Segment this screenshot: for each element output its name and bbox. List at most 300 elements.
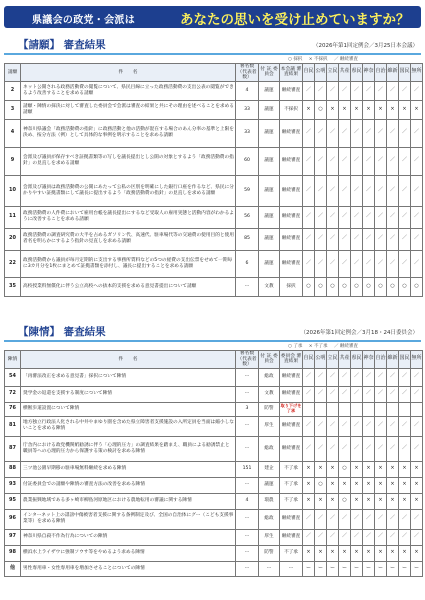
petitions-table (4, 63, 423, 297)
vote-cell: ／ (339, 529, 351, 545)
vote-cell: ／ (351, 529, 363, 545)
vote-cell: ／ (399, 147, 411, 175)
vote-cell: ／ (303, 147, 315, 175)
vote-cell: ／ (399, 416, 411, 436)
party-header: 維新 (387, 351, 399, 369)
vote-cell: ／ (351, 175, 363, 206)
vote-cell: ／ (375, 228, 387, 250)
vote-cell: ／ (363, 509, 375, 529)
vote-cell: ／ (327, 81, 339, 100)
petitions-body (5, 81, 423, 296)
row-signatures: 33 (236, 119, 259, 147)
row-number: 88 (5, 461, 21, 477)
vote-cell (351, 402, 363, 416)
vote-cell: ／ (363, 529, 375, 545)
row-number: 11 (5, 206, 21, 228)
banner-small-text: 県議会の政党・会派は (32, 15, 135, 26)
row-number: 72 (5, 386, 21, 402)
vote-cell: ／ (303, 119, 315, 147)
row-number: 35 (5, 277, 21, 296)
table-row (5, 402, 423, 416)
table-row (5, 228, 423, 250)
vote-cell: × (351, 461, 363, 477)
vote-cell: × (315, 493, 327, 509)
vote-cell: ー (351, 561, 363, 576)
vote-cell: ／ (339, 368, 351, 386)
row-result: 継続審査 (280, 228, 303, 250)
vote-cell: ／ (399, 509, 411, 529)
vote-cell: ／ (339, 206, 351, 228)
vote-cell: × (363, 461, 375, 477)
petitions-subtitle: （2026年第1回定例会／3月25日本会議） (313, 43, 418, 49)
vote-cell: ／ (387, 250, 399, 277)
row-result: 継続審査 (280, 175, 303, 206)
vote-cell: ー (399, 561, 411, 576)
party-header: 自治 (375, 351, 387, 369)
petitions-title: 【請願】 審査結果 (18, 39, 106, 51)
row-result: 継続審査 (280, 529, 303, 545)
party-header: 立民 (327, 64, 339, 82)
row-signatures: 60 (236, 147, 259, 175)
vote-cell: ／ (303, 436, 315, 461)
vote-cell: ／ (315, 436, 327, 461)
vote-cell: ／ (339, 119, 351, 147)
row-result: 継続審査 (280, 368, 303, 386)
vote-cell: ／ (339, 416, 351, 436)
vote-cell: ○ (387, 277, 399, 296)
row-signatures: ー (236, 368, 259, 386)
table-row (5, 509, 423, 529)
vote-cell: ／ (375, 250, 387, 277)
requests-table (4, 350, 423, 577)
row-title: 会派及び議員が保存すべき証拠書類等の写しを議長提出とし公開の対象とするよう「政務活動費の指針」の見直しを求める請願 (21, 147, 236, 175)
row-result: 不了承 (280, 545, 303, 561)
row-committee: 議運 (259, 81, 280, 100)
vote-cell: ー (387, 561, 399, 576)
vote-cell (339, 402, 351, 416)
row-number: 4 (5, 119, 21, 147)
row-title: 付託委員会での請願や陳情の審査方法の改善を求める陳情 (21, 477, 236, 493)
vote-cell: × (399, 545, 411, 561)
row-committee: 建企 (259, 461, 280, 477)
vote-cell: ／ (375, 206, 387, 228)
vote-cell: ／ (351, 509, 363, 529)
vote-cell: × (303, 100, 315, 119)
vote-cell: ／ (387, 368, 399, 386)
row-committee: 議運 (259, 228, 280, 250)
col-no: 陳情 (5, 351, 21, 369)
vote-cell: ／ (387, 119, 399, 147)
vote-cell: ／ (339, 228, 351, 250)
row-number: 76 (5, 402, 21, 416)
row-result: 継続審査 (280, 416, 303, 436)
row-number: 81 (5, 416, 21, 436)
row-committee: 総政 (259, 509, 280, 529)
petitions-header (4, 37, 421, 55)
row-committee: 厚生 (259, 416, 280, 436)
vote-cell: ○ (315, 100, 327, 119)
party-header: 自民 (303, 351, 315, 369)
col-result: 本会議 審査結果 (280, 64, 303, 82)
row-number: 10 (5, 175, 21, 206)
vote-cell: ○ (339, 277, 351, 296)
vote-cell: ／ (387, 175, 399, 206)
vote-cell (303, 402, 315, 416)
vote-cell: ／ (315, 416, 327, 436)
table-row (5, 175, 423, 206)
row-signatures: 59 (236, 175, 259, 206)
vote-cell: ／ (363, 119, 375, 147)
vote-cell: ー (375, 561, 387, 576)
table-row (5, 561, 423, 576)
vote-cell: ／ (315, 250, 327, 277)
row-signatures: 3 (236, 402, 259, 416)
vote-cell: ／ (327, 119, 339, 147)
vote-cell: ／ (399, 206, 411, 228)
vote-cell: ／ (339, 386, 351, 402)
vote-cell: ー (411, 561, 423, 576)
vote-cell: ／ (411, 175, 423, 206)
party-header: 無所 (411, 351, 423, 369)
vote-cell: ／ (315, 119, 327, 147)
vote-cell: ○ (363, 277, 375, 296)
row-title: 政務活動費の調査研究費の大半を占めるガソリン代、高速代、駐車場代等の交通費の使用目的と使用者名を明らかにするよう指針の見直しを求める請願 (21, 228, 236, 250)
row-result: 不採択 (280, 100, 303, 119)
row-number: 93 (5, 477, 21, 493)
row-number: 2 (5, 81, 21, 100)
vote-cell: ／ (375, 416, 387, 436)
vote-cell: ー (339, 561, 351, 576)
vote-cell: ／ (327, 416, 339, 436)
row-title: 神奈川県自殺不作為行為についての陳情 (21, 529, 236, 545)
row-signatures: ー (236, 545, 259, 561)
vote-cell: ／ (315, 386, 327, 402)
col-sig: 署名数（代表者数） (237, 64, 257, 80)
vote-cell: × (387, 477, 399, 493)
col-no: 請願 (5, 64, 21, 82)
vote-cell: ／ (363, 147, 375, 175)
row-number: 20 (5, 228, 21, 250)
row-signatures: ー (236, 386, 259, 402)
vote-cell: × (351, 545, 363, 561)
party-header: 公明 (315, 64, 327, 82)
requests-header (4, 324, 421, 342)
table-row (5, 81, 423, 100)
row-title: 神奈川県議会「政務活動費の指針」に政務活動と他の活動が混在する場合のあん分率の基準と上限を決め、按分方法（例）として具体的な事例を明示することを求める請願 (21, 119, 236, 147)
vote-cell: ／ (303, 206, 315, 228)
row-committee: 防警 (259, 402, 280, 416)
row-title: 会派及び議員は政務活動費の公開にあたって公私の区別を明確にした銀行口座を作るなど、県民に分かりやすい証拠書類にして議長に提出するよう「政務活動費の指針」の見直しを求める請願 (21, 175, 236, 206)
vote-cell: ／ (387, 386, 399, 402)
row-committee: 議運 (259, 477, 280, 493)
vote-cell: ／ (339, 436, 351, 461)
row-title: 請願・陳情の採決に対して審査した委員会で会派は審査の結果と共にその理由を述べることを求める請願 (21, 100, 236, 119)
vote-cell: × (303, 461, 315, 477)
vote-cell: ○ (339, 493, 351, 509)
row-number: 22 (5, 250, 21, 277)
row-number: 3 (5, 100, 21, 119)
vote-cell (327, 402, 339, 416)
vote-cell: ／ (399, 250, 411, 277)
vote-cell: ○ (375, 277, 387, 296)
table-row (5, 529, 423, 545)
vote-cell: ／ (399, 175, 411, 206)
vote-cell: ／ (363, 416, 375, 436)
vote-cell: × (327, 100, 339, 119)
banner-large-text: あなたの思いを受け止めていますか？ (180, 12, 410, 28)
vote-cell: ／ (411, 250, 423, 277)
table-row (5, 436, 423, 461)
row-committee: 議運 (259, 175, 280, 206)
vote-cell: × (315, 461, 327, 477)
party-header: 国民 (399, 351, 411, 369)
party-header: 県民 (351, 351, 363, 369)
col-name: 件 名 (21, 351, 236, 369)
vote-cell: × (387, 493, 399, 509)
row-committee: 総政 (259, 368, 280, 386)
row-result: 不了承 (280, 477, 303, 493)
vote-cell: ／ (375, 509, 387, 529)
vote-cell: × (363, 493, 375, 509)
row-result: 継続審査 (280, 436, 303, 461)
table-row (5, 368, 423, 386)
vote-cell: ／ (363, 175, 375, 206)
vote-cell: × (363, 100, 375, 119)
vote-cell: ／ (411, 81, 423, 100)
row-signatures: 85 (236, 228, 259, 250)
vote-cell: × (351, 100, 363, 119)
party-header: 神奈 (363, 351, 375, 369)
row-title: 横浜水上ライザウに強制ソウサ等をやめるよう求める陳情 (21, 545, 236, 561)
party-header: 国民 (399, 64, 411, 82)
vote-cell: ／ (375, 529, 387, 545)
vote-cell (315, 402, 327, 416)
vote-cell: ／ (351, 368, 363, 386)
vote-cell: × (387, 100, 399, 119)
vote-cell: × (303, 477, 315, 493)
row-signatures: 56 (236, 206, 259, 228)
vote-cell: × (315, 545, 327, 561)
row-committee: 議運 (259, 100, 280, 119)
vote-cell: ／ (411, 147, 423, 175)
row-result: 継続審査 (280, 386, 303, 402)
vote-cell: ／ (315, 206, 327, 228)
requests-legend (288, 343, 363, 349)
row-signatures: ー (236, 436, 259, 461)
vote-cell: ／ (303, 175, 315, 206)
row-number: 87 (5, 436, 21, 461)
row-result: 継続審査 (280, 119, 303, 147)
row-number: 97 (5, 529, 21, 545)
row-title: 高校授業料無償化に伴う公立高校への抜本的支援を求める意見書提出について請願 (21, 277, 236, 296)
row-title: 地方独立行政法人化される中井やまゆり園を含めた県立障害者支援施設の入所定員を当面は縮小しないことを求める陳情 (21, 416, 236, 436)
vote-cell: × (411, 100, 423, 119)
vote-cell: ／ (303, 529, 315, 545)
vote-cell: ／ (327, 175, 339, 206)
vote-cell: ○ (339, 461, 351, 477)
row-committee: ー (259, 561, 280, 576)
vote-cell: ／ (315, 228, 327, 250)
party-header: 公明 (315, 351, 327, 369)
party-header: 維新 (387, 64, 399, 82)
vote-cell: ／ (387, 529, 399, 545)
vote-cell: ／ (411, 119, 423, 147)
col-committee: 付 託 委員会 (259, 351, 280, 369)
vote-cell (363, 402, 375, 416)
row-committee: 議運 (259, 250, 280, 277)
vote-cell: × (339, 477, 351, 493)
requests-body (5, 368, 423, 576)
vote-cell: ／ (375, 386, 387, 402)
row-signatures: ー (236, 529, 259, 545)
table-row (5, 416, 423, 436)
row-signatures: 33 (236, 100, 259, 119)
vote-cell: ／ (399, 436, 411, 461)
vote-cell: ／ (303, 81, 315, 100)
vote-cell: ／ (339, 81, 351, 100)
legend-item: × 不採択 (308, 57, 328, 62)
vote-cell: ー (327, 561, 339, 576)
row-committee: 文教 (259, 386, 280, 402)
table-row (5, 206, 423, 228)
vote-cell: ／ (399, 119, 411, 147)
vote-cell: × (327, 493, 339, 509)
vote-cell: ／ (303, 368, 315, 386)
vote-cell: ／ (315, 529, 327, 545)
party-header: 無所 (411, 64, 423, 82)
row-signatures: 4 (236, 493, 259, 509)
vote-cell: ／ (363, 228, 375, 250)
party-header: 共産 (339, 351, 351, 369)
table-row (5, 493, 423, 509)
party-header: 自治 (375, 64, 387, 82)
vote-cell: ／ (387, 436, 399, 461)
row-title: ネット公開される政務活動費の閲覧について、県民目線に立った政務活動費の支出公表の閲覧ができるよう改善することを求める請願 (21, 81, 236, 100)
row-number: 9 (5, 147, 21, 175)
row-title: 農業振興地域である多ヶ崎市柳島河原地区における農地転用の審議に関する陳情 (21, 493, 236, 509)
vote-cell: × (303, 493, 315, 509)
vote-cell: ／ (315, 81, 327, 100)
vote-cell: ／ (351, 436, 363, 461)
row-signatures: ー (236, 416, 259, 436)
vote-cell: ー (315, 561, 327, 576)
vote-cell: ○ (315, 277, 327, 296)
legend-item: × 不了承 (308, 344, 328, 349)
vote-cell: ／ (303, 228, 315, 250)
vote-cell: ／ (303, 509, 315, 529)
vote-cell: × (327, 545, 339, 561)
table-row (5, 386, 423, 402)
vote-cell: ／ (411, 509, 423, 529)
row-signatures: ー (236, 509, 259, 529)
vote-cell (375, 402, 387, 416)
vote-cell: ／ (363, 250, 375, 277)
table-row (5, 477, 423, 493)
vote-cell: ／ (315, 147, 327, 175)
row-committee: 防警 (259, 545, 280, 561)
vote-cell: × (387, 545, 399, 561)
vote-cell: × (363, 545, 375, 561)
vote-cell: × (375, 100, 387, 119)
vote-cell: ／ (327, 436, 339, 461)
col-sig: 署名数（代表者数） (237, 351, 257, 367)
vote-cell: × (351, 477, 363, 493)
vote-cell: ○ (315, 477, 327, 493)
row-number: 他 (5, 561, 21, 576)
vote-cell: ／ (375, 119, 387, 147)
row-signatures: 6 (236, 250, 259, 277)
vote-cell: × (399, 493, 411, 509)
row-number: 98 (5, 545, 21, 561)
vote-cell: ／ (351, 416, 363, 436)
row-committee: 議運 (259, 206, 280, 228)
row-result: 不了承 (280, 461, 303, 477)
row-result: 継続審査 (280, 81, 303, 100)
vote-cell: ／ (327, 228, 339, 250)
col-name: 件 名 (21, 64, 236, 82)
vote-cell: ／ (327, 147, 339, 175)
vote-cell: ／ (363, 368, 375, 386)
vote-cell: ／ (303, 250, 315, 277)
row-title: 奨学金の返還を支援する制度について陳情 (21, 386, 236, 402)
vote-cell: ／ (351, 81, 363, 100)
vote-cell: ／ (387, 147, 399, 175)
vote-cell: × (327, 461, 339, 477)
row-committee: 議運 (259, 119, 280, 147)
col-committee: 付 託 委員会 (259, 64, 280, 82)
vote-cell: ○ (327, 277, 339, 296)
table-row (5, 147, 423, 175)
vote-cell: ／ (315, 509, 327, 529)
vote-cell: ／ (303, 416, 315, 436)
vote-cell: ／ (327, 386, 339, 402)
vote-cell: × (411, 493, 423, 509)
vote-cell: × (303, 545, 315, 561)
row-number: 95 (5, 493, 21, 509)
vote-cell: × (339, 100, 351, 119)
row-signatures: ー (236, 277, 259, 296)
table-row (5, 119, 423, 147)
row-committee: 環農 (259, 493, 280, 509)
vote-cell: ー (303, 561, 315, 576)
party-header: 県民 (351, 64, 363, 82)
row-committee: 文教 (259, 277, 280, 296)
row-title: 「再審法改正を求める意見書」採択について陳情 (21, 368, 236, 386)
vote-cell: ／ (363, 386, 375, 402)
legend-item: ／ 継続審査 (333, 344, 358, 349)
table-row (5, 545, 423, 561)
party-header: 立民 (327, 351, 339, 369)
vote-cell: ／ (363, 206, 375, 228)
vote-cell: ／ (375, 147, 387, 175)
vote-cell: ／ (327, 368, 339, 386)
row-title: 庁舎内における政党機関紙勧誘に伴う「心理的圧力」の調査結果を踏まえ、職員による勧誘禁止と職員等への心理的圧力から保護する策の検討を求める陳情 (21, 436, 236, 461)
row-committee: 総政 (259, 436, 280, 461)
legend-item: ／ 継続審査 (333, 57, 358, 62)
row-result: ー (280, 561, 303, 576)
vote-cell: ／ (327, 206, 339, 228)
vote-cell: ／ (339, 250, 351, 277)
row-title: 横断歩道設置について陳情 (21, 402, 236, 416)
vote-cell: ／ (375, 175, 387, 206)
row-title: 政務活動費の人件費において雇用台帳を議長提出にするなど受取人の雇用実態と活動内容がわかるように改善することを求める請願 (21, 206, 236, 228)
vote-cell: ／ (351, 386, 363, 402)
table-row (5, 250, 423, 277)
vote-cell: × (411, 477, 423, 493)
vote-cell: ／ (327, 509, 339, 529)
vote-cell: × (375, 493, 387, 509)
vote-cell: ／ (387, 416, 399, 436)
